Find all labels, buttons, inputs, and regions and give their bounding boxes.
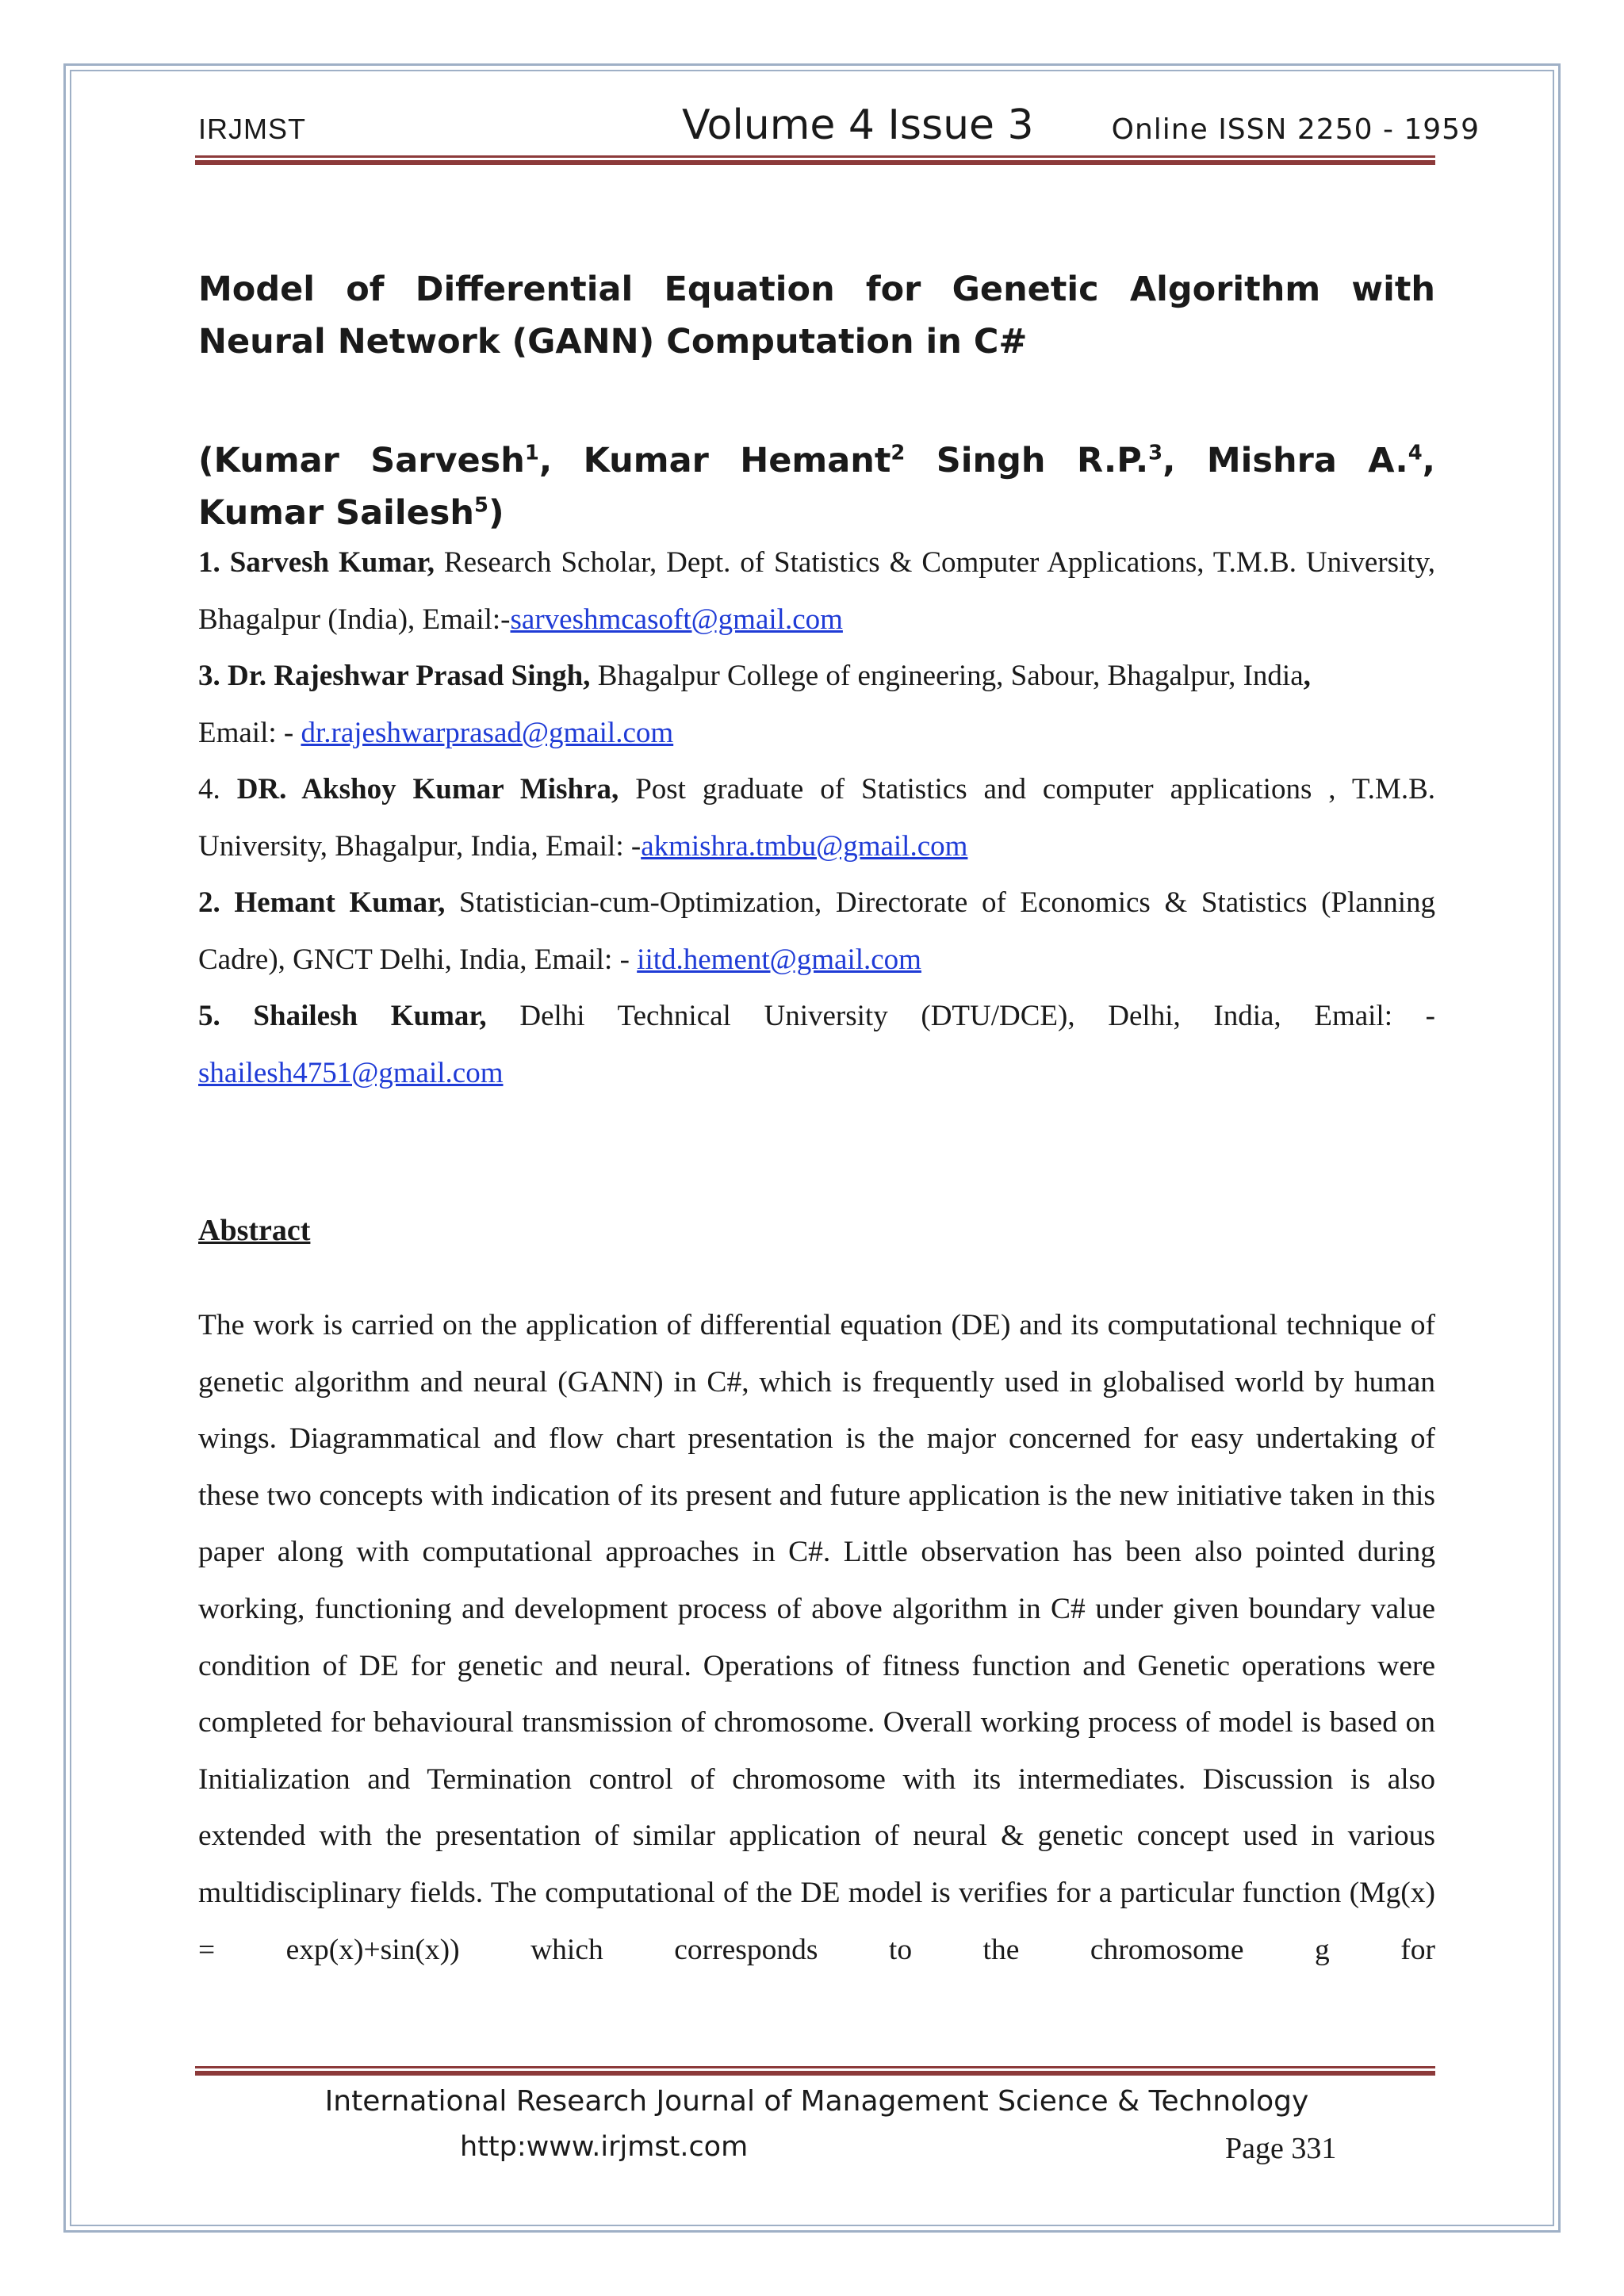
- email-link[interactable]: iitd.hement@gmail.com: [637, 943, 921, 976]
- footer-url[interactable]: http:www.irjmst.com: [460, 2131, 749, 2163]
- email-link[interactable]: dr.rajeshwarprasad@gmail.com: [301, 716, 674, 749]
- running-header: [198, 101, 1480, 149]
- email-link[interactable]: sarveshmcasoft@gmail.com: [510, 603, 843, 636]
- affiliations: [198, 534, 1435, 1101]
- footer-journal: International Research Journal of Management Science & Technology: [324, 2085, 1309, 2118]
- email-link[interactable]: akmishra.tmbu@gmail.com: [641, 829, 968, 863]
- affiliation-2: 2. Hemant Kumar, Statistician-cum-Optimization, Directorate of Economics & Statistics (Planning Cadre), GNCT Delhi, India, Email: - iitd.hement@gmail.com: [198, 886, 1435, 976]
- abstract-heading: Abstract: [198, 1214, 311, 1247]
- footer-rule: [195, 2066, 1435, 2076]
- volume-issue: Volume 4 Issue 3: [682, 101, 1034, 149]
- header-rule: [195, 155, 1435, 165]
- affiliation-3-email: Email: - dr.rajeshwarprasad@gmail.com: [198, 716, 674, 749]
- journal-abbrev: IRJMST: [198, 113, 306, 145]
- issn: Online ISSN 2250 - 1959: [1111, 113, 1480, 146]
- affiliation-3: 3. Dr. Rajeshwar Prasad Singh, Bhagalpur College of engineering, Sabour, Bhagalpur, India,: [198, 660, 1311, 692]
- abstract-body: The work is carried on the application of differential equation (DE) and its computational technique of genetic algorithm and neural (GANN) in C#, which is frequently used in globalised world by human wings. Diagrammatical and flow chart presentation is the major concerned for easy undertaking of these two concepts with indication of its present and future application is the new initiative taken in this paper along with computational approaches in C#. Little observation has been also pointed during working, functioning and development process of above algorithm in C# under given boundary value condition of DE for genetic and neural. Operations of fitness function and Genetic operations were completed for behavioural transmission of chromosome. Overall working process of model is based on Initialization and Termination control of chromosome with its intermediates. Discussion is also extended with the presentation of similar application of neural & genetic concept used in various multidisciplinary fields. The computational of the DE model is verifies for a particular function (Mg(x) = exp(x)+sin(x)) which corresponds to the chromosome g for: [198, 1309, 1435, 1966]
- author-list: (Kumar Sarvesh$^1$, Kumar Hemant$^2$ Singh R.P.$^3$, Mishra A.$^4$, Kumar Sailesh$^5$): [198, 441, 1435, 533]
- page-number: Page 331: [1225, 2132, 1337, 2165]
- email-link[interactable]: shailesh4751@gmail.com: [198, 1056, 504, 1089]
- affiliation-1: 1. Sarvesh Kumar, Research Scholar, Dept. of Statistics & Computer Applications, T.M.B. University, Bhagalpur (India), Email:-sarveshmcasoft@gmail.com: [198, 546, 1435, 636]
- affiliation-4: 4. DR. Akshoy Kumar Mishra, Post graduate of Statistics and computer applications , T.M.B. University, Bhagalpur, India, Email: -akmishra.tmbu@gmail.com: [198, 773, 1436, 863]
- paper-title: Model of Differential Equation for Genetic Algorithm with Neural Network (GANN) Computation in C#: [198, 270, 1435, 362]
- affiliation-5: 5. Shailesh Kumar, Delhi Technical University (DTU/DCE), Delhi, India, Email: - shailesh4751@gmail.com: [198, 1000, 1435, 1089]
